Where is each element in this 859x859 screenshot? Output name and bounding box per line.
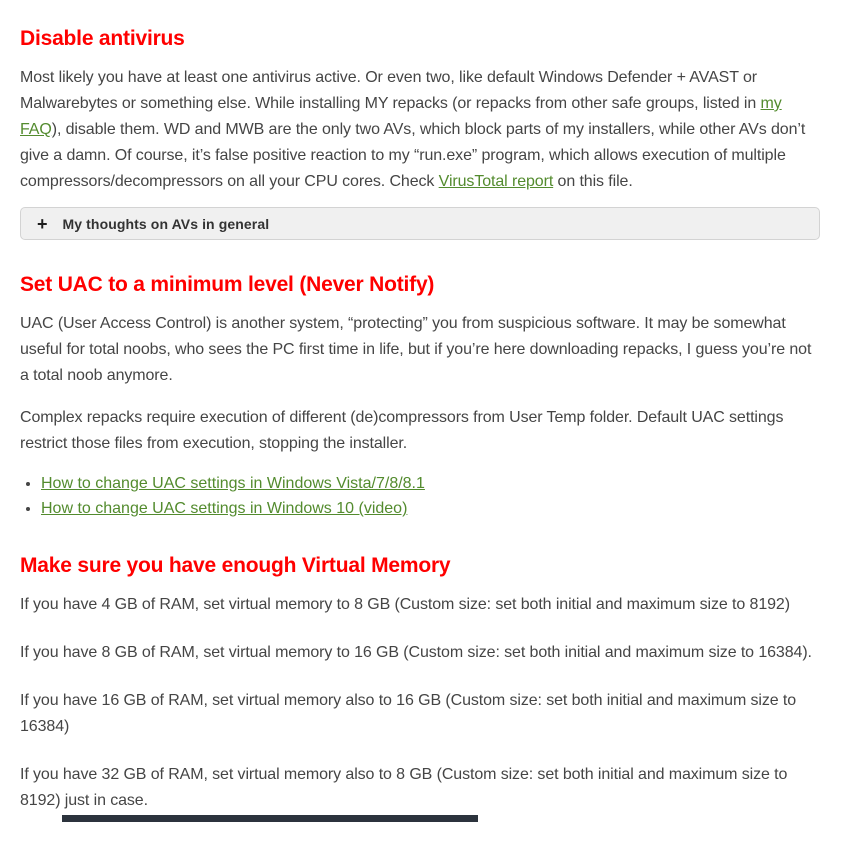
partial-embed-top-edge	[62, 815, 478, 822]
list-item	[41, 496, 820, 521]
link-my-faq[interactable]: my FAQ	[20, 95, 782, 138]
paragraph-vm-8gb: If you have 8 GB of RAM, set virtual memory to 16 GB (Custom size: set both initial and maximum size to 16384).	[20, 644, 812, 661]
list-item	[41, 471, 820, 496]
accordion-av-thoughts[interactable]	[20, 207, 820, 240]
text-segment: ), disable them. WD and MWB are the only two AVs, which block parts of my installers, while other AVs don’t give a damn. Of course, it’s false positive reaction to my “run.exe” program, which allows execution of multiple compressors/decompressors on all your CPU cores. Check	[20, 121, 806, 190]
link-virustotal-report[interactable]: VirusTotal report	[438, 173, 554, 190]
paragraph-vm-4gb: If you have 4 GB of RAM, set virtual memory to 8 GB (Custom size: set both initial and maximum size to 8192)	[20, 596, 790, 613]
plus-icon: +	[37, 213, 48, 234]
heading-virtual-memory: Make sure you have enough Virtual Memory	[20, 554, 451, 577]
paragraph-vm-16gb: If you have 16 GB of RAM, set virtual memory also to 16 GB (Custom size: set both initial and maximum size to 16384)	[20, 692, 797, 735]
text-segment: Most likely you have at least one antivirus active. Or even two, like default Windows Defender + AVAST or Malwarebytes or something else. While installing MY repacks (or repacks from other safe groups, listed in	[20, 69, 761, 112]
heading-disable-antivirus: Disable antivirus	[20, 27, 185, 50]
paragraph-antivirus	[20, 65, 820, 195]
uac-links-list	[20, 471, 820, 521]
text-segment: on this file.	[553, 173, 633, 190]
article-content	[20, 26, 820, 822]
link-uac-windows-10-video[interactable]: How to change UAC settings in Windows 10 (video)	[41, 500, 408, 517]
paragraph-vm-32gb: If you have 32 GB of RAM, set virtual memory also to 8 GB (Custom size: set both initial and maximum size to 8192) just in case.	[20, 766, 788, 809]
heading-uac: Set UAC to a minimum level (Never Notify)	[20, 273, 435, 296]
section-virtual-memory	[20, 553, 820, 814]
accordion-label: My thoughts on AVs in general	[62, 215, 270, 232]
section-disable-antivirus	[20, 26, 820, 240]
paragraph-uac-1: UAC (User Access Control) is another system, “protecting” you from suspicious software. It may be somewhat useful for total noobs, who sees the PC first time in life, but if you’re here downloading repacks, I guess you’re not a total noob anymore.	[20, 315, 812, 384]
paragraph-uac-2: Complex repacks require execution of different (de)compressors from User Temp folder. Default UAC settings restrict those files from execution, stopping the installer.	[20, 409, 784, 452]
section-uac	[20, 272, 820, 521]
link-uac-vista-7-8[interactable]: How to change UAC settings in Windows Vista/7/8/8.1	[41, 475, 425, 492]
